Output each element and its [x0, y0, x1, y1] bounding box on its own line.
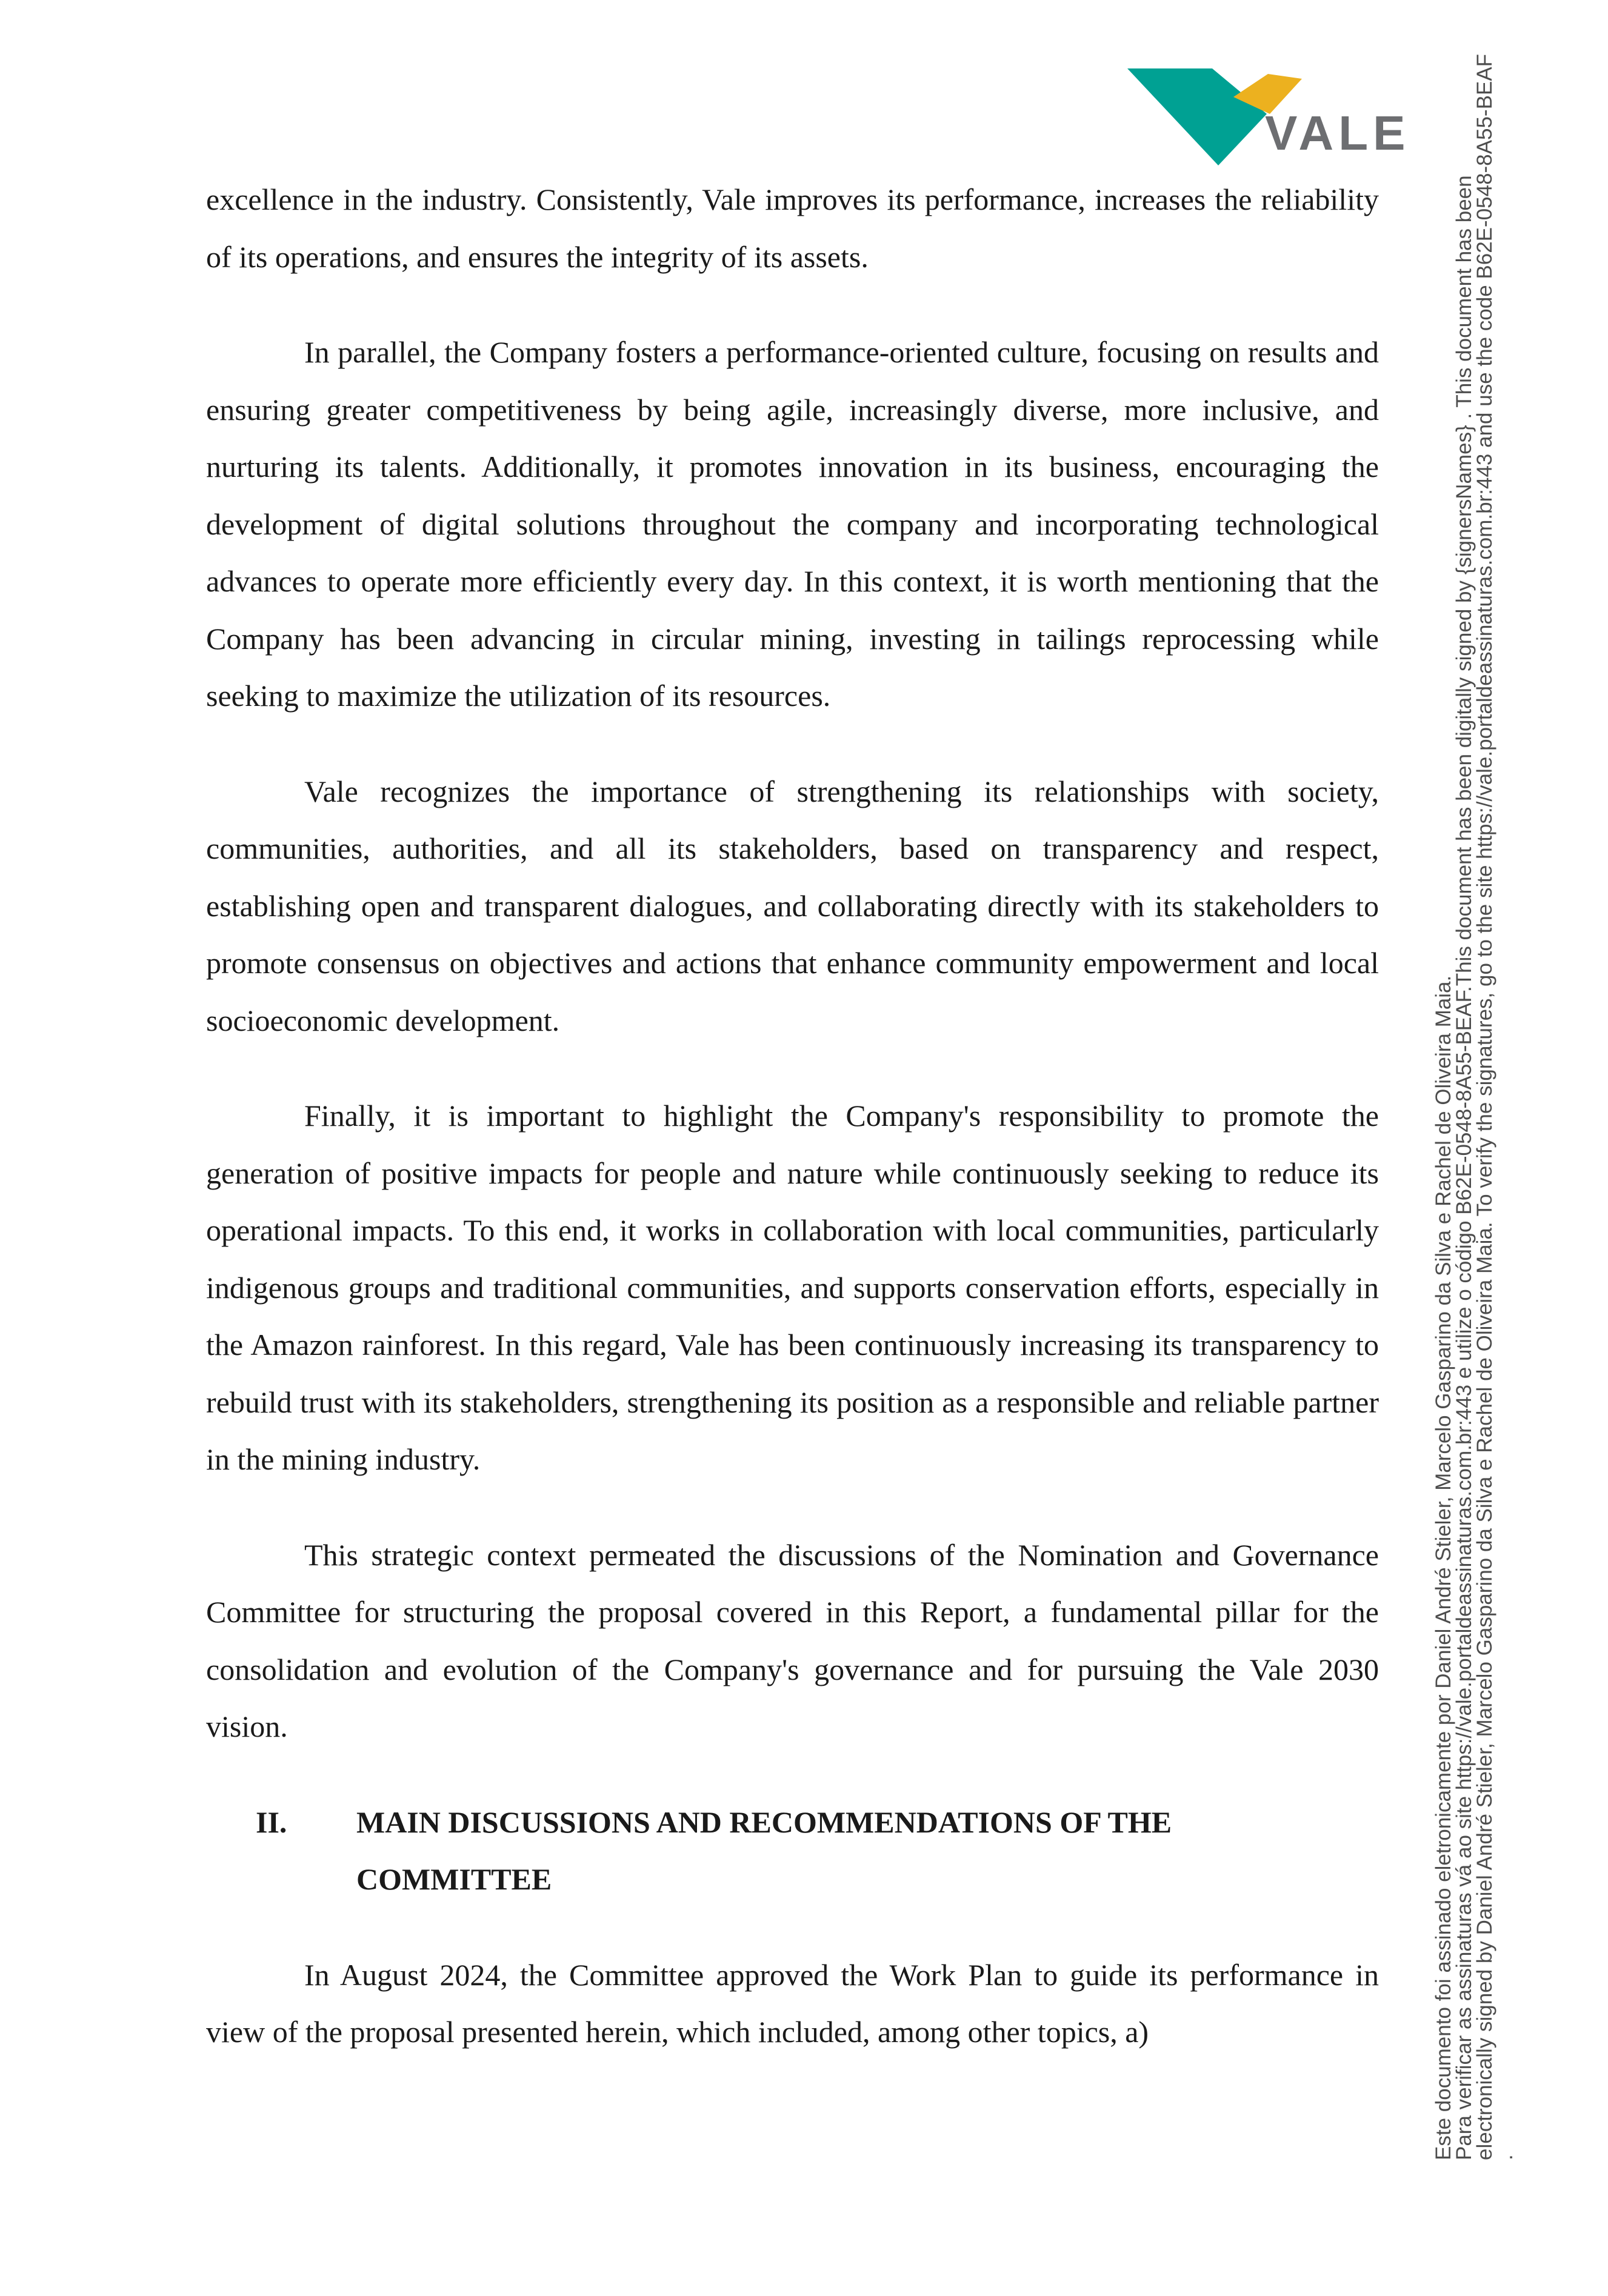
paragraph-stakeholder-relations: Vale recognizes the importance of strengthening its relationships with society, communities, authorities, and all its stakeholders, based on transparency and respect, establishing open and transparent dialogues, and collaborating directly with its stakeholders to promote consensus on objectives and actions that enhance community empowerment and local socioeconomic development.: [206, 774, 1379, 1037]
section-heading: [206, 1794, 1379, 1908]
document-body: [206, 171, 1379, 2099]
paragraph-strategic-context: This strategic context permeated the discussions of the Nomination and Governance Committee for structuring the proposal covered in this Report, a fundamental pillar for the consolidation and evolution of the Company's governance and for pursuing the Vale 2030 vision.: [206, 1537, 1379, 1743]
logo-green-shape: [1127, 68, 1267, 165]
vale-logo-text: VALE: [1265, 106, 1410, 160]
section-number: II.: [256, 1805, 287, 1839]
section-title: MAIN DISCUSSIONS AND RECOMMENDATIONS OF THE COMMITTEE: [356, 1805, 1172, 1896]
signature-verification-notice: Este documento foi assinado eletronicamente por Daniel André Stieler, Marcelo Gasparino da Silva e Rachel de Oliveira Maia. Para verificar as assinaturas vá ao site https://vale.portaldeassinaturas.com.br:443 e utilize o código B62E-0548-8A55-BEAF.This document has been digitally signed by {signersNames} . This document has been electronically signed by Daniel André Stieler, Marcelo Gasparino da Silva e Rachel de Oliveira Maia. To verify the signatures, go to the site https://vale.portaldeassinaturas.com.br:443 and use the code B62E-0548-8A55-BEAF .: [1432, 54, 1517, 2160]
paragraph-positive-impacts: Finally, it is important to highlight the Company's responsibility to promote the generation of positive impacts for people and nature while continuously seeking to reduce its operational impacts. To this end, it works in collaboration with local communities, particularly indigenous groups and traditional communities, and supports conservation efforts, especially in the Amazon rainforest. In this regard, Vale has been continuously increasing its transparency to rebuild trust with its stakeholders, strengthening its position as a responsible and reliable partner in the mining industry.: [206, 1099, 1379, 1476]
paragraph-continuation: excellence in the industry. Consistently, Vale improves its performance, increases the reliability of its operations, and ensures the integrity of its assets.: [206, 182, 1379, 274]
paragraph-performance-culture: In parallel, the Company fosters a performance-oriented culture, focusing on results and ensuring greater competitiveness by being agile, increasingly diverse, more inclusive, and nurturing its talents. Additionally, it promotes innovation in its business, encouraging the development of digital solutions throughout the company and incorporating technological advances to operate more efficiently every day. In this context, it is worth mentioning that the Company has been advancing in circular mining, investing in tailings reprocessing while seeking to maximize the utilization of its resources.: [206, 335, 1379, 713]
paragraph-work-plan: In August 2024, the Committee approved the Work Plan to guide its performance in view of the proposal presented herein, which included, among other topics, a): [206, 1957, 1379, 2049]
